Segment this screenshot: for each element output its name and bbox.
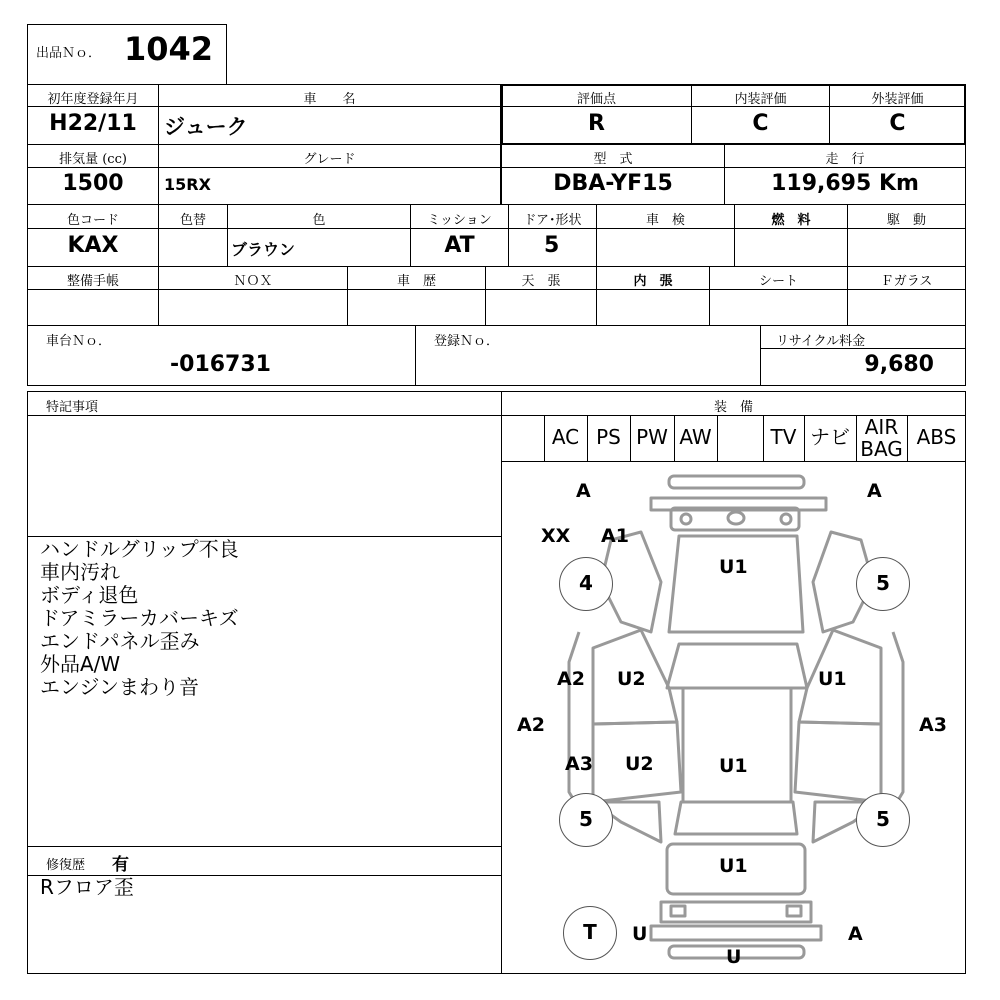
damage-left-rear-u: U2 <box>625 753 654 775</box>
lot-number-label: 出品Ｎｏ． <box>36 46 102 61</box>
equipment-item-ps: PS <box>587 415 631 461</box>
model-value: DBA-YF15 <box>553 171 673 196</box>
notes-line-1: ハンドルグリップ不良 <box>40 537 239 561</box>
sunroof-value-cell <box>485 289 597 326</box>
tire-rear-right: 5 <box>856 793 910 847</box>
drive-value-cell <box>847 228 966 267</box>
damage-xx: XX <box>541 525 571 547</box>
drive-label: 駆 動 <box>886 213 926 228</box>
seat-value-cell <box>709 289 848 326</box>
equipment-label: 装 備 <box>713 400 753 415</box>
sunroof-label: 天 張 <box>521 274 561 289</box>
inspection-label: 車 検 <box>645 213 685 228</box>
damage-left-side: A2 <box>517 714 545 736</box>
displacement-label: 排気量 (cc) <box>59 152 127 167</box>
score-label: 評価点 <box>576 92 616 107</box>
damage-hood: U1 <box>719 556 748 578</box>
damage-right-side: A3 <box>919 714 947 736</box>
grade-value: 15RX <box>164 175 211 194</box>
equipment-item-blank-2 <box>717 415 764 461</box>
mission-label: ミッション <box>427 213 492 228</box>
windshield-shape <box>667 644 807 688</box>
interior-trim-value-cell <box>596 289 710 326</box>
notes-line-5: エンドパネル歪み <box>40 629 200 653</box>
nox-label: ＮＯＸ <box>233 274 273 289</box>
grade-label: グレード <box>303 152 356 167</box>
color-label: 色 <box>312 213 326 228</box>
left-side-outline-shape <box>569 632 581 812</box>
notes-label: 特記事項 <box>46 400 99 415</box>
history-label: 車 歴 <box>396 274 436 289</box>
repair-divider-top <box>27 846 502 847</box>
recycle-label: リサイクル料金 <box>776 334 866 349</box>
car-diagram <box>501 462 966 974</box>
damage-roof-right: U1 <box>818 668 847 690</box>
damage-front-left: A <box>576 480 591 502</box>
nox-value-cell <box>158 289 348 326</box>
front-right-light-shape <box>781 514 791 524</box>
inspection-value-cell <box>596 228 735 267</box>
repaint-label: 色替 <box>179 213 206 228</box>
lot-number-value: 1042 <box>124 30 214 68</box>
displacement-value: 1500 <box>62 171 124 196</box>
car-name-value: ジューク <box>164 115 248 139</box>
seat-label: シート <box>758 274 798 289</box>
notes-line-3: ボディ退色 <box>40 583 139 607</box>
f-glass-label: Ｆガラス <box>880 274 933 289</box>
tire-front-left: 4 <box>559 557 613 611</box>
chassis-value: -016731 <box>170 352 271 377</box>
door-label: ドア･形状 <box>523 213 582 228</box>
equipment-item-pw: PW <box>630 415 675 461</box>
tire-front-right: 5 <box>856 557 910 611</box>
door-value: 5 <box>544 233 560 258</box>
equipment-item-abs: ABS <box>916 425 957 449</box>
exterior-value: C <box>889 111 906 136</box>
history-value-cell <box>347 289 486 326</box>
equipment-item-tv: TV <box>763 415 805 461</box>
recycle-value: 9,680 <box>864 352 934 377</box>
right-rear-door-shape <box>795 722 881 802</box>
tire-spare: T <box>563 906 617 960</box>
service-book-label: 整備手帳 <box>66 274 119 289</box>
equipment-row <box>501 415 966 461</box>
damage-roof: U1 <box>719 755 748 777</box>
damage-left-front-u: U2 <box>617 668 646 690</box>
damage-rear-a: A <box>848 923 863 945</box>
equipment-item-ac: AC <box>544 415 588 461</box>
first-reg-value: H22/11 <box>49 111 137 136</box>
repair-label: 修復歴 <box>46 858 86 873</box>
equipment-item-navi: ナビ <box>804 415 857 461</box>
f-glass-value-cell <box>847 289 966 326</box>
mission-value: AT <box>444 233 475 258</box>
model-label: 型 式 <box>593 152 633 167</box>
color-value: ブラウン <box>231 240 296 259</box>
roof-shape <box>683 688 791 802</box>
mileage-label: 走 行 <box>825 152 865 167</box>
interior-label: 内装評価 <box>734 92 787 107</box>
equipment-item-aw: AW <box>674 415 718 461</box>
car-name-label: 車 名 <box>303 92 356 107</box>
damage-rear-bottom: U <box>726 946 742 968</box>
tire-rear-left: 5 <box>559 793 613 847</box>
mileage-value: 119,695 Km <box>771 171 919 196</box>
damage-rear-u: U <box>632 923 648 945</box>
notes-line-2: 車内汚れ <box>40 560 120 584</box>
color-code-label: 色コード <box>66 213 119 228</box>
front-bumper-shape <box>669 476 804 488</box>
rear-right-light-shape <box>787 906 801 916</box>
equipment-item-blank-1 <box>501 415 545 461</box>
reg-label: 登録Ｎｏ． <box>434 334 500 349</box>
notes-line-6: 外品A/W <box>40 652 121 676</box>
notes-header-divider <box>27 415 502 416</box>
chassis-label: 車台Ｎｏ． <box>46 334 112 349</box>
damage-a1: A1 <box>601 525 629 547</box>
damage-left-rear-door: A3 <box>565 753 593 775</box>
front-emblem-shape <box>728 512 744 524</box>
hood-shape <box>669 536 803 632</box>
exterior-label: 外装評価 <box>871 92 924 107</box>
rear-left-light-shape <box>671 906 685 916</box>
repair-value: 有 <box>112 855 129 875</box>
notes-line-7: エンジンまわり音 <box>40 675 199 699</box>
fuel-label: 燃 料 <box>771 213 811 228</box>
repair-detail: Rフロア歪 <box>40 875 134 899</box>
damage-front-right: A <box>867 480 882 502</box>
equipment-item-airbag: AIR BAG <box>856 415 908 462</box>
notes-line-4: ドアミラーカバーキズ <box>40 606 239 630</box>
interior-value: C <box>752 111 769 136</box>
damage-left-front-door: A2 <box>557 668 585 690</box>
rear-bumper-shape <box>651 926 821 940</box>
front-left-light-shape <box>681 514 691 524</box>
service-book-value-cell <box>27 289 159 326</box>
interior-trim-label: 内 張 <box>633 274 673 289</box>
rear-window-shape <box>675 802 797 834</box>
score-value: R <box>588 111 605 136</box>
repaint-value-cell <box>158 228 228 267</box>
damage-trunk: U1 <box>719 855 748 877</box>
fuel-value-cell <box>734 228 848 267</box>
right-side-outline-shape <box>891 632 903 812</box>
first-reg-label: 初年度登録年月 <box>47 92 139 107</box>
color-code-value: KAX <box>67 233 119 258</box>
